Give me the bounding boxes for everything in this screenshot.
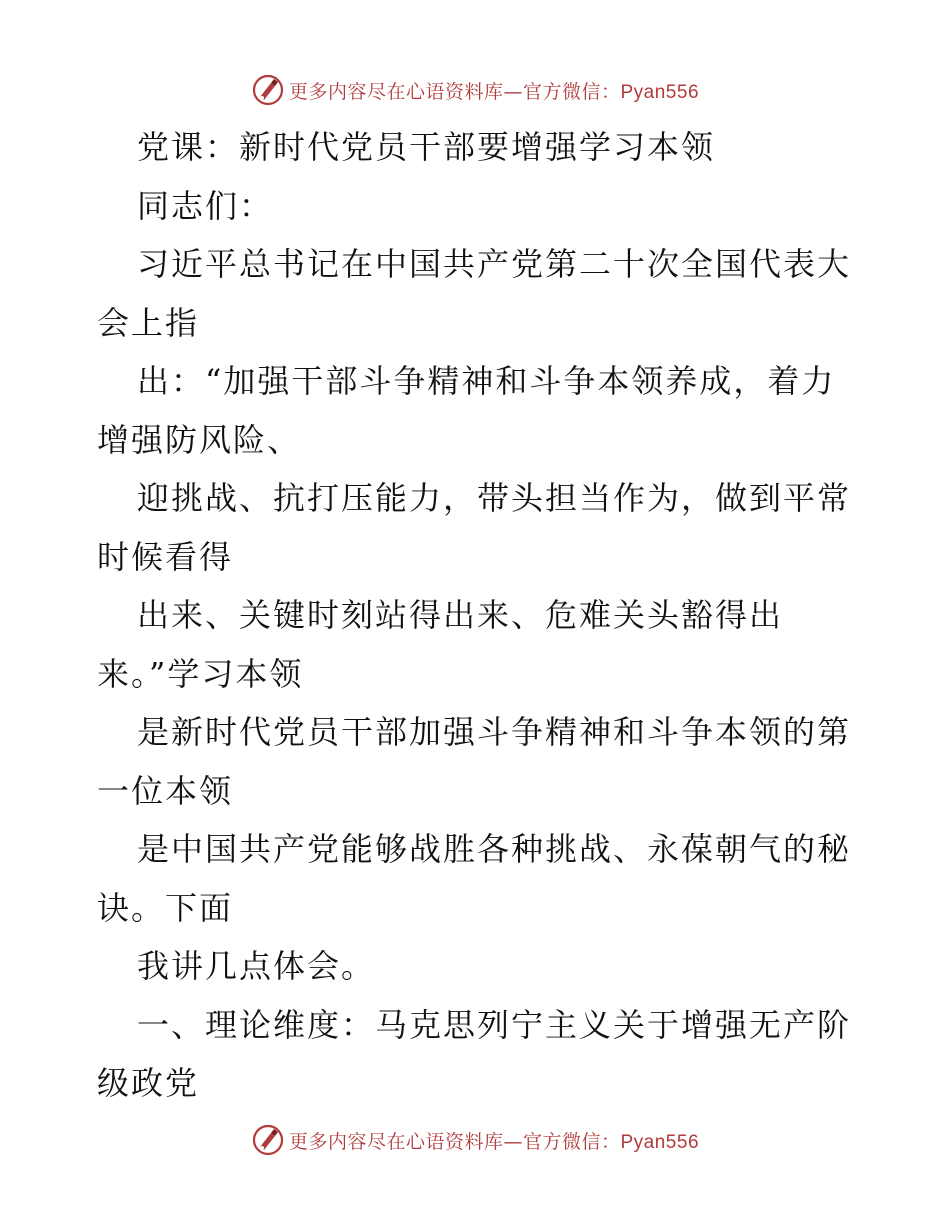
text-line: 级政党: [97, 1064, 200, 1102]
header-watermark: [0, 70, 950, 110]
text-line: 同志们：: [137, 186, 274, 225]
watermark-text: 更多内容尽在心语资料库—官方微信：Pyan556: [288, 80, 700, 103]
text-line: 一、理论维度：马克思列宁主义关于增强无产阶: [137, 1005, 852, 1044]
document-body: [97, 118, 857, 1113]
watermark-wechat-id: Pyan556: [620, 81, 700, 103]
pen-seal-logo-icon: [251, 73, 285, 107]
text-line: 诀。下面: [97, 888, 234, 927]
text-line: 党课：新时代党员干部要增强学习本领: [137, 128, 716, 166]
text-line: 迎挑战、抗打压能力，带头担当作为，做到平常: [137, 479, 852, 517]
watermark-wechat-id: Pyan556: [620, 1131, 700, 1153]
text-line: 时候看得: [97, 537, 234, 576]
text-line: 会上指: [97, 303, 200, 342]
text-line: 增强防风险、: [97, 420, 302, 459]
text-line: 出来、关键时刻站得出来、危难关头豁得出: [137, 596, 784, 634]
text-line: 是中国共产党能够战胜各种挑战、永葆朝气的秘: [137, 830, 852, 868]
text-line: 是新时代党员干部加强斗争精神和斗争本领的第: [137, 713, 852, 751]
watermark-text: 更多内容尽在心语资料库—官方微信：Pyan556: [288, 1130, 700, 1153]
pen-seal-logo-icon: [251, 1123, 285, 1157]
text-line: 习近平总书记在中国共产党第二十次全国代表大: [137, 245, 852, 283]
footer-watermark: [0, 1120, 950, 1160]
text-line: 出：“加强干部斗争精神和斗争本领养成，着力: [137, 362, 836, 400]
text-line: 来。”学习本领: [97, 654, 304, 693]
text-line: 我讲几点体会。: [137, 947, 376, 985]
text-line: 一位本领: [97, 771, 234, 810]
